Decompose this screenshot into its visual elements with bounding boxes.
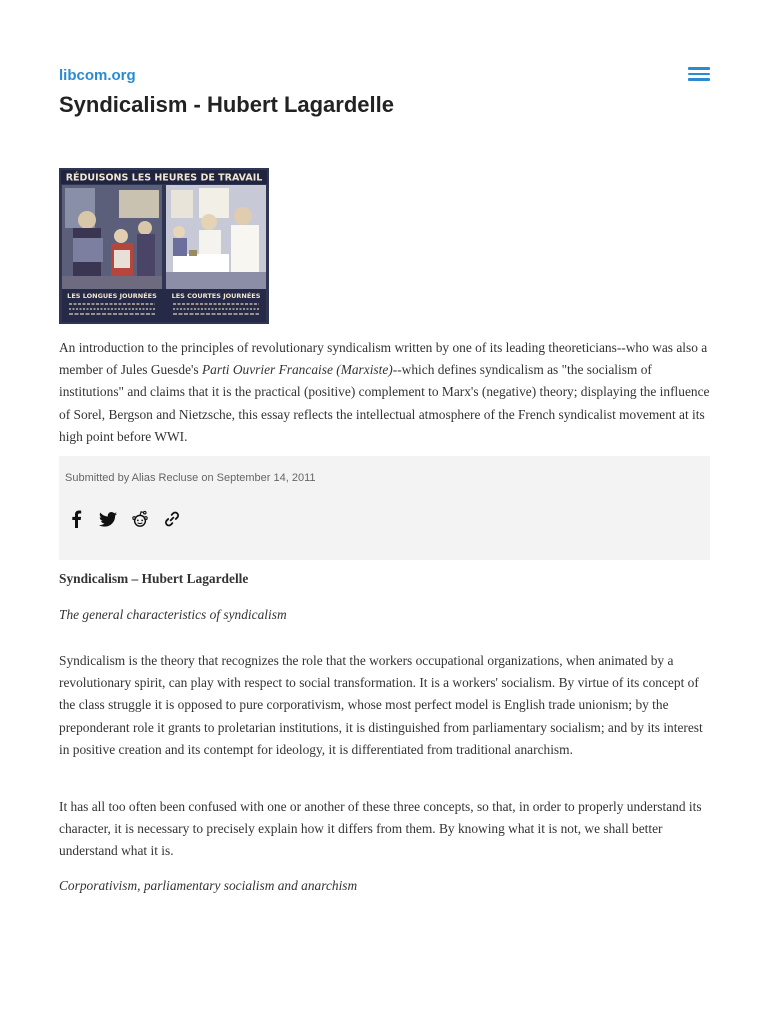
intro-text-part1: An introduction to the principles of revolutionary syndicalism written by one of its leading theoreticians--who was also a member of Jules Guesde's xyxy=(59,340,708,378)
body-paragraph-2: It has all too often been confused with one or another of these three concepts, so that, in order to properly understand its character, it is necessary to precisely explain how it differs from them. By knowing what it is not, we shall better understand what it is. xyxy=(59,799,702,859)
body-subheading: The general characteristics of syndicalism xyxy=(59,607,287,622)
twitter-icon[interactable] xyxy=(97,508,119,530)
body-section-heading: Corporativism, parliamentary socialism and anarchism xyxy=(59,878,358,893)
menu-line xyxy=(688,78,710,81)
intro-text-part2: --which defines syndicalism as "the socialism of institutions" and claims that it is the practical (positive) complement to Marx's (negative) theory; displaying the influence of Sorel, Bergson and Nietzsche, this essay reflects the intellectual atmosphere of the French syndicalist movement at its high point before WWI. xyxy=(59,362,710,444)
site-logo-link[interactable]: libcom.org xyxy=(59,67,136,84)
page-title: Syndicalism - Hubert Lagardelle xyxy=(59,92,394,117)
intro-text-italic: Parti Ouvrier Francaise (Marxiste) xyxy=(201,362,393,378)
poster-illustration xyxy=(59,168,269,324)
article-intro xyxy=(59,337,711,448)
hamburger-menu-icon[interactable] xyxy=(688,64,710,84)
link-icon[interactable] xyxy=(161,508,183,530)
poster-headline: RÉDUISONS LES HEURES DE TRAVAIL xyxy=(65,172,263,184)
poster-left-caption: LES LONGUES JOURNÉES xyxy=(67,292,157,300)
body-heading: Syndicalism – Hubert Lagardelle xyxy=(59,571,249,586)
submission-meta-box xyxy=(59,456,710,560)
menu-line xyxy=(688,73,710,76)
body-paragraph-1: Syndicalism is the theory that recognizes the role that the workers occupational organizations, when animated by a revolutionary spirit, can play with respect to social transformation. It is a workers' socialism. By virtue of its concept of the class struggle it is opposed to pure corporativism, whose most perfect model is English trade unionism; by the preponderant role it grants to proletarian institutions, it is distinguished from parliamentary socialism; and by its interest in positive creation and its contempt for ideology, it is differentiated from traditional anarchism. xyxy=(59,653,703,757)
article-poster-image xyxy=(59,168,269,324)
poster-right-caption: LES COURTES JOURNÉES xyxy=(171,292,261,300)
facebook-icon[interactable] xyxy=(65,508,87,530)
menu-line xyxy=(688,67,710,70)
submitted-by-text: Submitted by Alias Recluse on September 14, 2011 xyxy=(65,472,316,484)
reddit-icon[interactable] xyxy=(129,508,151,530)
share-links xyxy=(65,508,183,530)
